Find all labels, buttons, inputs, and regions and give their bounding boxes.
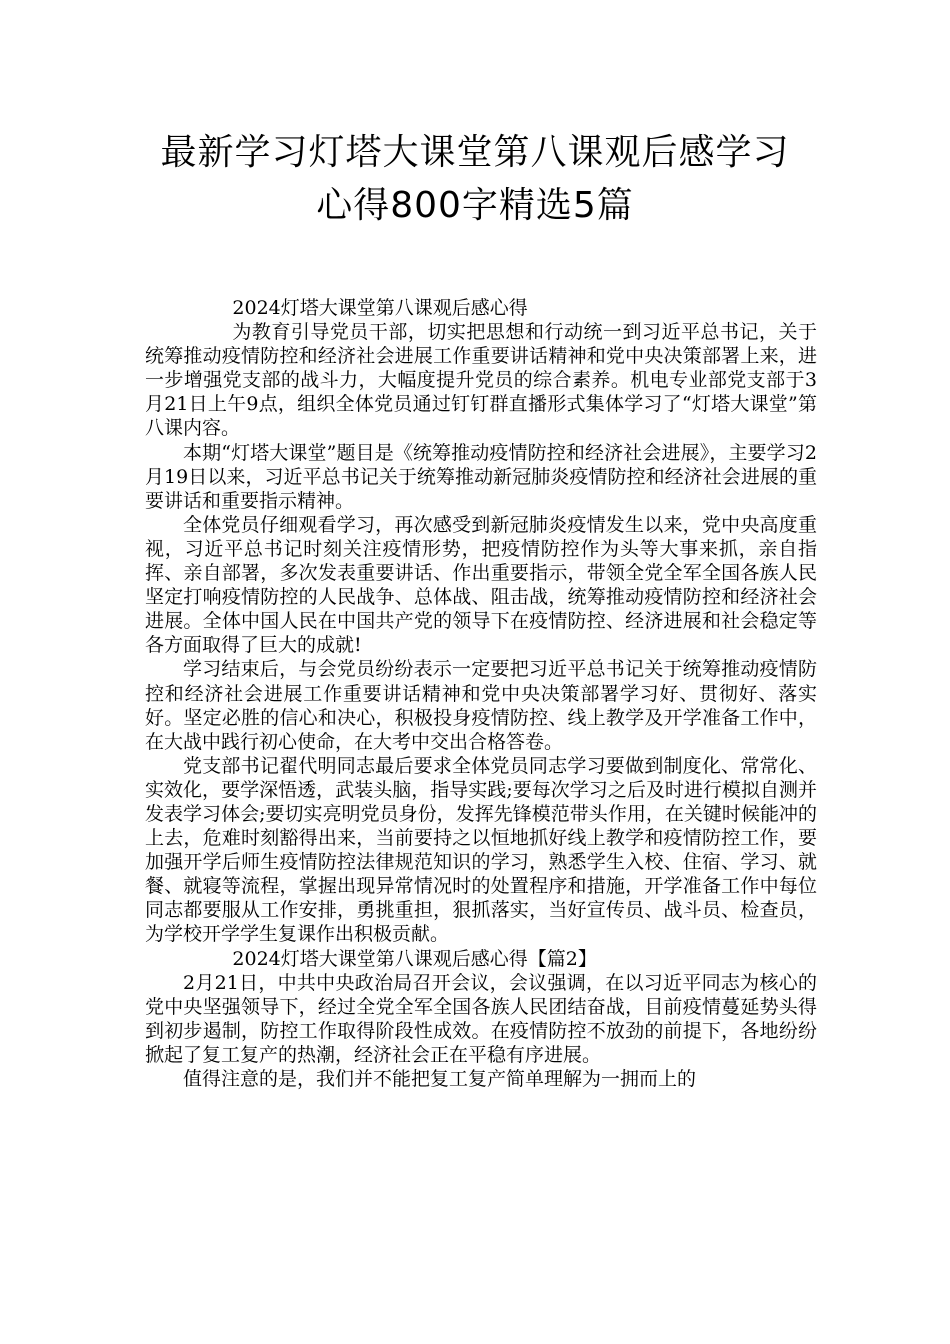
document-title xyxy=(120,126,830,232)
body-paragraph: 学习结束后，与会党员纷纷表示一定要把习近平总书记关于统筹推动疫情防控和经济社会进展工作重要讲话精神和党中央决策部署学习好、贯彻好、落实好。坚定必胜的信心和决心，积极投身疫情防控、线上教学及开学准备工作中，在大战中践行初心使命，在大考中交出合格答卷。 xyxy=(145,658,817,753)
body-paragraph: 2月21日，中共中央政治局召开会议，会议强调，在以习近平同志为核心的党中央坚强领导下，经过全党全军全国各族人民团结奋战，目前疫情蔓延势头得到初步遏制，防控工作取得阶段性成效。在疫情防控不放劲的前提下，各地纷纷掀起了复工复产的热潮，经济社会正在平稳有序进展。 xyxy=(145,971,817,1066)
body-paragraph: 为教育引导党员干部，切实把思想和行动统一到习近平总书记，关于统筹推动疫情防控和经济社会进展工作重要讲话精神和党中央决策部署上来，进一步增强党支部的战斗力，大幅度提升党员的综合素养。机电专业部党支部于3月21日上午9点，组织全体党员通过钉钉群直播形式集体学习了“灯塔大课堂”第八课内容。 xyxy=(145,321,817,440)
section-heading-1: 2024灯塔大课堂第八课观后感心得 xyxy=(232,297,528,319)
title-line-2: 心得800字精选5篇 xyxy=(316,185,634,226)
body-paragraph: 本期“灯塔大课堂”题目是《统筹推动疫情防控和经济社会进展》，主要学习2月19日以来，习近平总书记关于统筹推动新冠肺炎疫情防控和经济社会进展的重要讲话和重要指示精神。 xyxy=(145,441,817,512)
body-paragraph: 党支部书记翟代明同志最后要求全体党员同志学习要做到制度化、常常化、实效化，要学深悟透，武装头脑，指导实践;要每次学习之后及时进行模拟自测并发表学习体会;要切实亮明党员身份，发挥先锋模范带头作用，在关键时候能冲的上去，危难时刻豁得出来，当前要持之以恒地抓好线上教学和疫情防控工作，要加强开学后师生疫情防控法律规范知识的学习，熟悉学生入校、住宿、学习、就餐、就寝等流程，掌握出现异常情况时的处置程序和措施，开学准备工作中每位同志都要服从工作安排，勇挑重担，狠抓落实，当好宣传员、战斗员、检查员，为学校开学学生复课作出积极贡献。 xyxy=(145,754,817,946)
body-paragraph: 全体党员仔细观看学习，再次感受到新冠肺炎疫情发生以来，党中央高度重视，习近平总书记时刻关注疫情形势，把疫情防控作为头等大事来抓，亲自指挥、亲自部署，多次发表重要讲话、作出重要指示，带领全党全军全国各族人民坚定打响疫情防控的人民战争、总体战、阻击战，统筹推动疫情防控和经济社会进展。全体中国人民在中国共产党的领导下在疫情防控、经济进展和社会稳定等各方面取得了巨大的成就! xyxy=(145,513,817,657)
document-body xyxy=(145,296,817,1091)
section-heading-2: 2024灯塔大课堂第八课观后感心得【篇2】 xyxy=(232,947,597,970)
body-paragraph: 值得注意的是，我们并不能把复工复产简单理解为一拥而上的 xyxy=(183,1068,697,1090)
title-line-1: 最新学习灯塔大课堂第八课观后感学习 xyxy=(160,132,790,173)
